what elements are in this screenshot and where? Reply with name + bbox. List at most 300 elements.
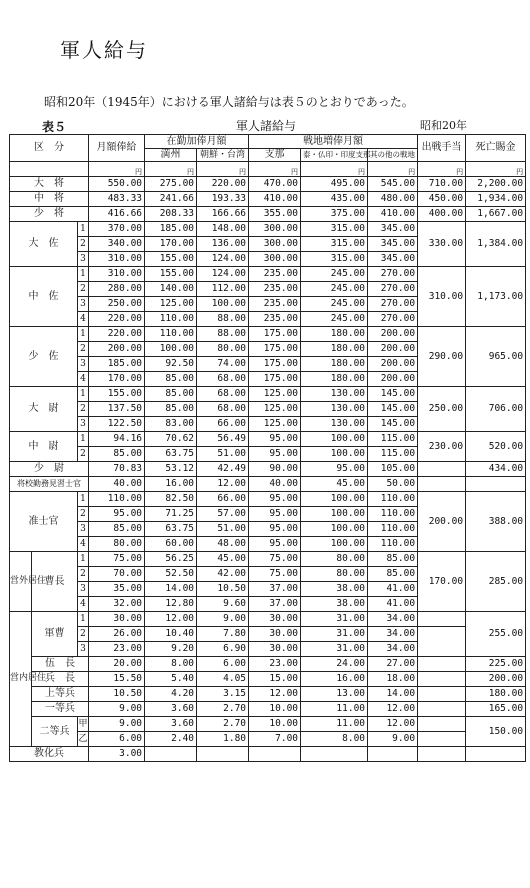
death-cell: 1,384.00 [466,222,526,267]
rank-label: 兵 長 [32,672,89,687]
value-cell: 185.00 [145,222,197,237]
value-cell: 208.33 [145,207,197,222]
value-cell: 124.00 [197,252,249,267]
value-cell: 200.00 [368,342,418,357]
value-cell: 6.00 [89,732,145,747]
value-cell: 470.00 [249,177,301,192]
death-cell: 165.00 [466,702,526,717]
value-cell: 41.00 [368,597,418,612]
value-cell: 145.00 [368,387,418,402]
value-cell: 95.00 [249,522,301,537]
value-cell: 2,200.00 [466,177,526,192]
value-cell: 245.00 [301,282,368,297]
value-cell: 270.00 [368,267,418,282]
value-cell: 100.00 [301,432,368,447]
value-cell: 175.00 [249,357,301,372]
value-cell: 145.00 [368,402,418,417]
value-cell: 345.00 [368,222,418,237]
value-cell [145,747,197,762]
value-cell: 124.00 [197,267,249,282]
grade-index: 1 [78,492,89,507]
value-cell: 94.16 [89,432,145,447]
value-cell: 270.00 [368,282,418,297]
value-cell: 7.80 [197,627,249,642]
unit-label: 円 [368,162,418,177]
death-cell [466,747,526,762]
value-cell: 1,667.00 [466,207,526,222]
rank-label: 少 尉 [10,462,89,477]
value-cell: 75.00 [89,552,145,567]
value-cell: 24.00 [301,657,368,672]
value-cell: 130.00 [301,417,368,432]
value-cell: 355.00 [249,207,301,222]
value-cell: 200.00 [89,342,145,357]
grade-index: 乙 [78,732,89,747]
value-cell: 95.00 [249,432,301,447]
value-cell: 200.00 [368,327,418,342]
header-sea: 泰・仏印・印度支那 [301,149,368,162]
value-cell: 75.00 [249,567,301,582]
grade-index: 甲 [78,717,89,732]
death-cell: 150.00 [466,717,526,747]
table-era: 昭和20年 [420,119,467,132]
grade-index: 2 [78,447,89,462]
value-cell: 345.00 [368,237,418,252]
grade-index: 3 [78,297,89,312]
value-cell: 85.00 [368,567,418,582]
table-row [10,327,526,342]
table-row [10,702,526,717]
grade-index: 2 [78,342,89,357]
value-cell [301,747,368,762]
value-cell: 300.00 [249,222,301,237]
value-cell: 125.00 [145,297,197,312]
value-cell: 185.00 [89,357,145,372]
value-cell: 155.00 [145,267,197,282]
value-cell: 125.00 [249,417,301,432]
value-cell: 175.00 [249,372,301,387]
value-cell: 110.00 [368,522,418,537]
value-cell: 375.00 [301,207,368,222]
death-cell: 706.00 [466,387,526,432]
value-cell: 125.00 [249,387,301,402]
value-cell: 400.00 [418,207,466,222]
grade-index: 2 [78,282,89,297]
value-cell: 166.66 [197,207,249,222]
value-cell: 12.00 [368,717,418,732]
value-cell: 112.00 [197,282,249,297]
sortie-cell [418,612,466,627]
rank-label: 大 佐 [10,222,78,267]
death-cell: 180.00 [466,687,526,702]
value-cell: 9.00 [197,612,249,627]
sortie-cell [418,687,466,702]
value-cell: 110.00 [368,492,418,507]
value-cell: 80.00 [89,537,145,552]
value-cell: 85.00 [368,552,418,567]
sortie-cell [418,702,466,717]
value-cell: 30.00 [249,627,301,642]
table-row [10,387,526,402]
value-cell: 48.00 [197,537,249,552]
value-cell: 66.00 [197,417,249,432]
value-cell: 410.00 [368,207,418,222]
grade-index: 1 [78,267,89,282]
unit-row [10,162,526,177]
table-name: 軍人諸給与 [236,119,297,133]
table-row [10,192,526,207]
value-cell: 3.00 [89,747,145,762]
sortie-cell [418,657,466,672]
death-cell: 255.00 [466,612,526,657]
value-cell: 13.00 [301,687,368,702]
death-cell: 1,173.00 [466,267,526,327]
value-cell: 42.49 [197,462,249,477]
value-cell: 60.00 [145,537,197,552]
value-cell: 235.00 [249,282,301,297]
value-cell [368,747,418,762]
value-cell: 3.15 [197,687,249,702]
grade-index: 3 [78,582,89,597]
grade-index: 4 [78,597,89,612]
value-cell: 30.00 [249,642,301,657]
value-cell: 42.00 [197,567,249,582]
value-cell: 10.00 [249,702,301,717]
unit-label: 円 [197,162,249,177]
value-cell: 170.00 [89,372,145,387]
table-row [10,717,526,732]
value-cell: 180.00 [301,357,368,372]
table-row [10,612,526,627]
intro-text: 昭和20年（1945年）における軍人諸給与は表５のとおりであった。 [44,95,414,109]
grade-index: 4 [78,372,89,387]
value-cell: 100.00 [301,537,368,552]
value-cell: 275.00 [145,177,197,192]
value-cell: 483.33 [89,192,145,207]
sortie-cell: 310.00 [418,267,466,327]
sortie-cell [418,717,466,732]
rank-label: 少 佐 [10,327,78,387]
table-row [10,642,526,657]
value-cell: 12.00 [145,612,197,627]
value-cell: 45.00 [301,477,368,492]
table-row [10,627,526,642]
rank-label: 将校勤務見習士官 [10,477,89,492]
value-cell: 11.00 [301,702,368,717]
value-cell: 125.00 [249,402,301,417]
sortie-cell: 290.00 [418,327,466,387]
table-row [10,477,526,492]
value-cell: 5.40 [145,672,197,687]
value-cell: 31.00 [301,627,368,642]
value-cell: 9.00 [89,717,145,732]
value-cell: 370.00 [89,222,145,237]
value-cell: 100.00 [301,522,368,537]
header-manchu: 満州 [145,149,197,162]
value-cell: 12.00 [197,477,249,492]
value-cell: 37.00 [249,582,301,597]
value-cell: 115.00 [368,447,418,462]
value-cell: 170.00 [145,237,197,252]
value-cell: 2.40 [145,732,197,747]
death-cell: 388.00 [466,492,526,552]
value-cell: 14.00 [145,582,197,597]
value-cell: 37.00 [249,597,301,612]
death-cell [466,477,526,492]
value-cell [197,747,249,762]
table-row [10,462,526,477]
value-cell: 66.00 [197,492,249,507]
value-cell: 95.00 [249,447,301,462]
value-cell: 122.50 [89,417,145,432]
value-cell: 88.00 [197,312,249,327]
value-cell: 145.00 [368,417,418,432]
sortie-cell [418,462,466,477]
value-cell: 175.00 [249,342,301,357]
value-cell: 31.00 [301,612,368,627]
value-cell: 70.00 [89,567,145,582]
value-cell: 63.75 [145,522,197,537]
grade-index: 2 [78,507,89,522]
value-cell: 16.00 [301,672,368,687]
value-cell: 56.25 [145,552,197,567]
value-cell: 82.50 [145,492,197,507]
value-cell: 30.00 [249,612,301,627]
value-cell: 18.00 [368,672,418,687]
rank-label: 大 将 [10,177,89,192]
value-cell: 100.00 [145,342,197,357]
value-cell: 52.50 [145,567,197,582]
value-cell: 80.00 [301,552,368,567]
table-row [10,657,526,672]
death-cell: 225.00 [466,657,526,672]
value-cell: 14.00 [368,687,418,702]
value-cell: 2.70 [197,702,249,717]
sortie-cell [418,477,466,492]
value-cell: 245.00 [301,267,368,282]
grade-index: 1 [78,222,89,237]
sortie-cell: 200.00 [418,492,466,552]
header-war: 戦地増俸月額 [249,135,418,149]
value-cell: 27.00 [368,657,418,672]
value-cell: 90.00 [249,462,301,477]
value-cell: 115.00 [368,432,418,447]
value-cell: 245.00 [301,312,368,327]
value-cell: 83.00 [145,417,197,432]
value-cell: 3.60 [145,717,197,732]
table-row [10,687,526,702]
value-cell: 450.00 [418,192,466,207]
value-cell: 32.00 [89,597,145,612]
grade-index: 2 [78,402,89,417]
value-cell: 148.00 [197,222,249,237]
grade-index: 2 [78,627,89,642]
unit-spacer [10,162,89,177]
value-cell: 85.00 [89,522,145,537]
value-cell: 88.00 [197,327,249,342]
rank-label: 少 将 [10,207,89,222]
table-row [10,732,526,747]
section-eigai: 営外居住 [10,552,32,612]
value-cell: 95.00 [301,462,368,477]
value-cell: 56.49 [197,432,249,447]
header-sortie: 出戦手当 [418,135,466,162]
value-cell: 175.00 [249,327,301,342]
value-cell: 10.00 [249,717,301,732]
value-cell: 416.66 [89,207,145,222]
grade-index: 1 [78,552,89,567]
death-cell: 965.00 [466,327,526,387]
value-cell: 105.00 [368,462,418,477]
grade-index: 3 [78,252,89,267]
value-cell: 280.00 [89,282,145,297]
table-row [10,177,526,192]
grade-index: 2 [78,567,89,582]
value-cell: 193.33 [197,192,249,207]
grade-index: 3 [78,642,89,657]
table-row [10,492,526,507]
table-row [10,747,526,762]
value-cell: 220.00 [89,327,145,342]
value-cell: 51.00 [197,447,249,462]
value-cell: 30.00 [89,612,145,627]
value-cell: 241.66 [145,192,197,207]
unit-label: 円 [301,162,368,177]
value-cell: 480.00 [368,192,418,207]
table-body [10,162,526,762]
value-cell: 12.80 [145,597,197,612]
value-cell: 95.00 [89,507,145,522]
value-cell: 40.00 [249,477,301,492]
value-cell: 85.00 [145,387,197,402]
rank-label: 二等兵 [32,717,78,747]
value-cell: 31.00 [301,642,368,657]
value-cell: 85.00 [89,447,145,462]
value-cell: 100.00 [301,447,368,462]
value-cell: 710.00 [418,177,466,192]
value-cell: 140.00 [145,282,197,297]
value-cell: 71.25 [145,507,197,522]
rank-label: 一等兵 [32,702,89,717]
grade-index: 4 [78,537,89,552]
value-cell: 200.00 [368,357,418,372]
table-row [10,267,526,282]
grade-index: 1 [78,327,89,342]
value-cell: 180.00 [301,372,368,387]
value-cell: 23.00 [89,642,145,657]
value-cell: 100.00 [197,297,249,312]
value-cell: 45.00 [197,552,249,567]
value-cell: 310.00 [89,252,145,267]
value-cell: 315.00 [301,237,368,252]
section-junshikan: 准士官 [10,492,78,552]
table-row [10,222,526,237]
value-cell: 11.00 [301,717,368,732]
value-cell: 220.00 [89,312,145,327]
value-cell: 136.00 [197,237,249,252]
value-cell: 180.00 [301,342,368,357]
value-cell: 220.00 [197,177,249,192]
value-cell: 130.00 [301,387,368,402]
value-cell: 315.00 [301,252,368,267]
value-cell: 9.60 [197,597,249,612]
rank-label: 軍曹 [32,612,78,657]
value-cell: 550.00 [89,177,145,192]
value-cell: 435.00 [301,192,368,207]
value-cell: 50.00 [368,477,418,492]
value-cell: 345.00 [368,252,418,267]
value-cell: 110.00 [368,507,418,522]
value-cell: 23.00 [249,657,301,672]
header-domestic: 在勤加俸月額 [145,135,249,149]
value-cell: 6.00 [197,657,249,672]
value-cell: 310.00 [89,267,145,282]
rank-label: 中 将 [10,192,89,207]
unit-label: 円 [145,162,197,177]
rank-label: 伍 長 [32,657,89,672]
value-cell: 10.50 [197,582,249,597]
value-cell: 110.00 [89,492,145,507]
death-cell: 520.00 [466,432,526,462]
value-cell: 7.00 [249,732,301,747]
value-cell: 53.12 [145,462,197,477]
table-row [10,207,526,222]
value-cell: 12.00 [368,702,418,717]
rank-label: 曹長 [32,552,78,612]
value-cell: 70.83 [89,462,145,477]
value-cell: 92.50 [145,357,197,372]
table-row [10,552,526,567]
value-cell: 20.00 [89,657,145,672]
value-cell: 180.00 [301,327,368,342]
value-cell: 250.00 [89,297,145,312]
value-cell: 41.00 [368,582,418,597]
value-cell: 68.00 [197,402,249,417]
value-cell: 495.00 [301,177,368,192]
value-cell: 85.00 [145,372,197,387]
header-monthly: 月額俸給 [89,135,145,162]
grade-index: 3 [78,522,89,537]
header-death: 死亡賜金 [466,135,526,162]
value-cell: 68.00 [197,372,249,387]
value-cell: 12.00 [249,687,301,702]
unit-label: 円 [249,162,301,177]
value-cell [418,747,466,762]
value-cell: 8.00 [145,657,197,672]
sortie-cell: 250.00 [418,387,466,432]
table-row [10,432,526,447]
value-cell: 38.00 [301,582,368,597]
value-cell: 63.75 [145,447,197,462]
value-cell: 200.00 [368,372,418,387]
value-cell: 300.00 [249,252,301,267]
sortie-cell [418,672,466,687]
value-cell: 410.00 [249,192,301,207]
rank-label: 大 尉 [10,387,78,432]
value-cell: 155.00 [89,387,145,402]
death-cell: 285.00 [466,552,526,612]
grade-index: 1 [78,432,89,447]
header-kubun: 区 分 [10,135,89,162]
value-cell: 137.50 [89,402,145,417]
value-cell: 8.00 [301,732,368,747]
value-cell: 26.00 [89,627,145,642]
value-cell: 95.00 [249,537,301,552]
grade-index: 2 [78,237,89,252]
value-cell: 38.00 [301,597,368,612]
value-cell: 75.00 [249,552,301,567]
value-cell: 100.00 [301,507,368,522]
